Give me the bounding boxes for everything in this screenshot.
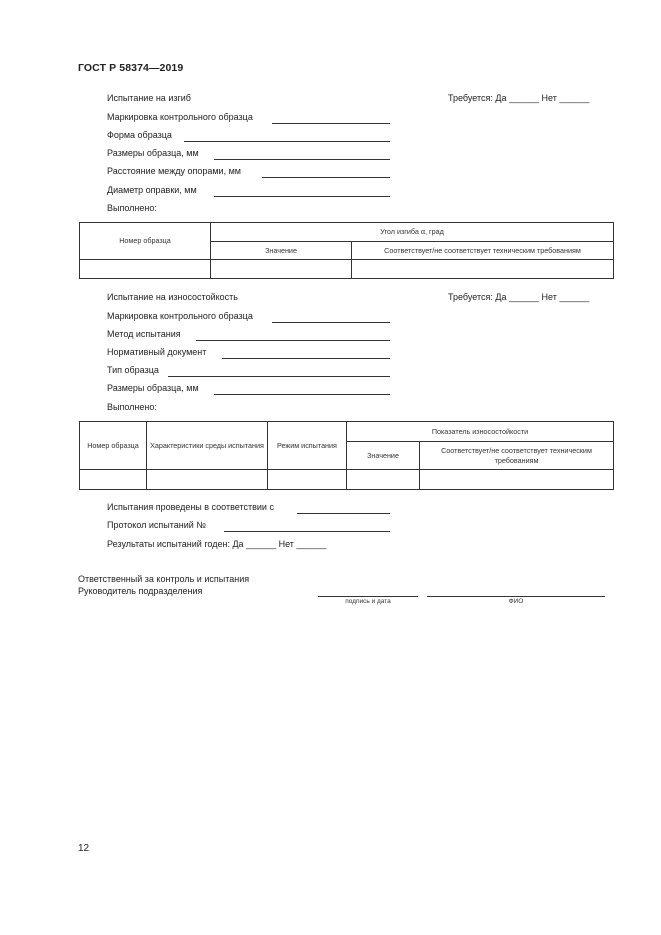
bend-group-header: Угол изгиба α, град — [211, 223, 614, 242]
wear-col-environment: Характеристики среды испытания — [147, 422, 268, 470]
wear-field-method: Метод испытания — [107, 329, 181, 339]
bend-cell-compliance[interactable] — [352, 260, 614, 279]
bend-results-table — [79, 222, 614, 279]
wear-field-normative-line[interactable] — [222, 358, 390, 359]
document-code: ГОСТ Р 58374—2019 — [78, 62, 184, 74]
wear-cell-sample[interactable] — [80, 470, 147, 490]
protocol-label: Протокол испытаний № — [107, 520, 206, 530]
head-label: Руководитель подразделения — [78, 586, 203, 596]
wear-field-size-line[interactable] — [214, 394, 390, 395]
conducted-label: Испытания проведены в соответствии с — [107, 502, 274, 512]
full-name-caption: ФИО — [508, 598, 524, 605]
wear-cell-value[interactable] — [347, 470, 420, 490]
conducted-line[interactable] — [297, 513, 390, 514]
wear-cell-environment[interactable] — [147, 470, 268, 490]
responsible-label: Ответственный за контроль и испытания — [78, 574, 250, 584]
page-number: 12 — [78, 843, 90, 854]
bend-done-label: Выполнено: — [107, 203, 157, 213]
wear-col-sample: Номер образца — [80, 422, 147, 470]
signature-date-line[interactable] — [318, 596, 418, 597]
bend-col-sample: Номер образца — [80, 223, 211, 260]
protocol-line[interactable] — [224, 531, 390, 532]
bend-field-mandrel: Диаметр оправки, мм — [107, 185, 197, 195]
wear-test-title: Испытание на износостойкость — [107, 292, 238, 302]
wear-test-required: Требуется: Да ______ Нет ______ — [448, 292, 590, 302]
results-label: Результаты испытаний годен: Да ______ Нет ______ — [107, 539, 327, 549]
bend-field-shape-line[interactable] — [184, 141, 390, 142]
wear-field-marking-line[interactable] — [272, 322, 390, 323]
bend-test-title: Испытание на изгиб — [107, 93, 191, 103]
bend-field-size: Размеры образца, мм — [107, 148, 199, 158]
bend-field-marking: Маркировка контрольного образца — [107, 112, 253, 122]
signature-date-caption: подпись и дата — [345, 598, 391, 605]
wear-field-type: Тип образца — [107, 365, 159, 375]
bend-field-marking-line[interactable] — [272, 123, 390, 124]
bend-col-compliance: Соответствует/не соответствует техническим требованиям — [352, 242, 614, 260]
full-name-line[interactable] — [427, 596, 605, 597]
wear-results-table — [79, 421, 614, 490]
wear-cell-mode[interactable] — [268, 470, 347, 490]
wear-col-compliance: Соответствует/не соответствует техническим требованиям — [420, 442, 614, 470]
wear-done-label: Выполнено: — [107, 402, 157, 412]
bend-field-shape: Форма образца — [107, 130, 172, 140]
bend-test-required: Требуется: Да ______ Нет ______ — [448, 93, 590, 103]
wear-field-normative: Нормативный документ — [107, 347, 207, 357]
bend-cell-value[interactable] — [211, 260, 352, 279]
wear-col-value: Значение — [347, 442, 420, 470]
wear-col-mode: Режим испытания — [268, 422, 347, 470]
bend-field-mandrel-line[interactable] — [214, 196, 390, 197]
bend-col-value: Значение — [211, 242, 352, 260]
wear-field-size: Размеры образца, мм — [107, 383, 199, 393]
wear-field-type-line[interactable] — [168, 376, 390, 377]
bend-field-size-line[interactable] — [214, 159, 390, 160]
bend-field-span: Расстояние между опорами, мм — [107, 166, 241, 176]
wear-cell-compliance[interactable] — [420, 470, 614, 490]
bend-cell-sample[interactable] — [80, 260, 211, 279]
bend-field-span-line[interactable] — [262, 177, 390, 178]
wear-group-header: Показатель износостойкости — [347, 422, 614, 442]
wear-field-method-line[interactable] — [196, 340, 390, 341]
wear-field-marking: Маркировка контрольного образца — [107, 311, 253, 321]
